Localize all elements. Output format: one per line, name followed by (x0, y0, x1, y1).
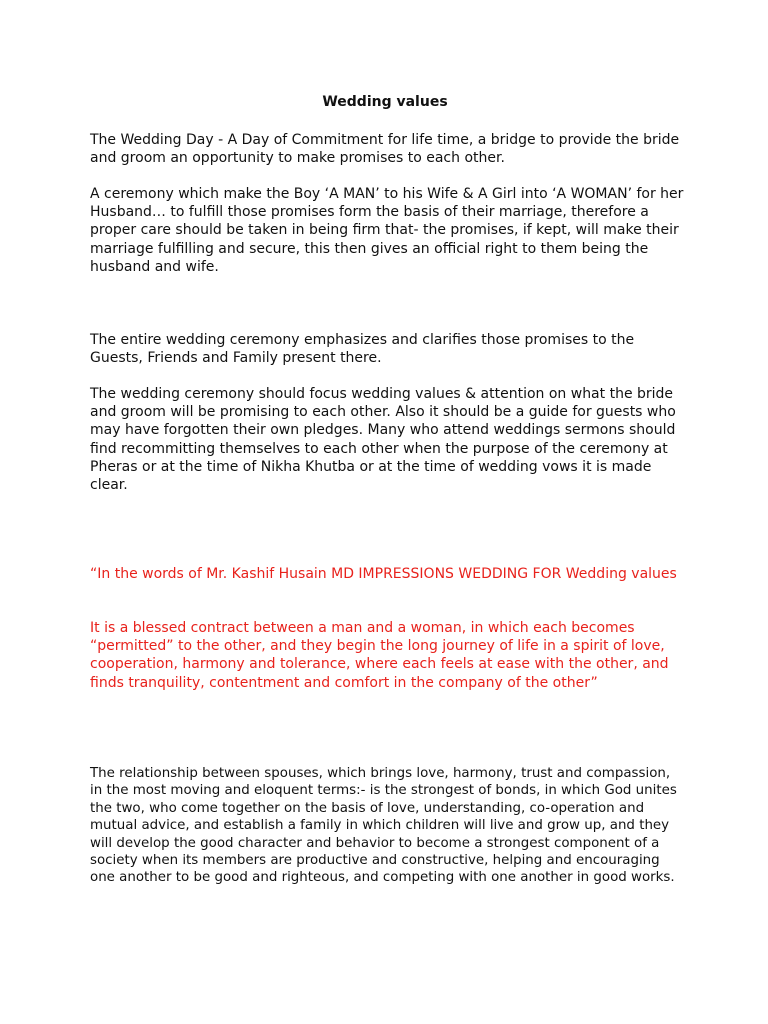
paragraph-relationship: The relationship between spouses, which brings love, harmony, trust and compassion, in the most moving and eloquent terms:- is the strongest of bonds, in which God unites the two, who come together on the basis of love, understanding, co-operation and mutual advice, and establish a family in which children will live and grow up, and they will develop the good character and behavior to become a strongest component of a society when its members are productive and constructive, helping and encouraging one another to be good and righteous, and competing with one another in good works. (90, 766, 677, 886)
document-title: Wedding values (322, 94, 448, 110)
paragraph-wedding-day: The Wedding Day - A Day of Commitment for life time, a bridge to provide the bride and groom an opportunity to make promises to each other. (90, 132, 680, 167)
paragraph-focus: The wedding ceremony should focus wedding values & attention on what the bride and groom will be promising to each other. Also it should be a guide for guests who may have forgotten their own pledges. Many who attend weddings sermons should find recommitting themselves to each other when the purpose of the ceremony at Pheras or at the time of Nikha Khutba or at the time of wedding vows it is made clear. (90, 386, 676, 494)
paragraph-ceremony: A ceremony which make the Boy ‘A MAN’ to his Wife & A Girl into ‘A WOMAN’ for her Husband… to fulfill those promises form the basis of their marriage, therefore a proper care should be taken in being firm that- the promises, if kept, will make their marriage fulfilling and secure, this then gives an official right to them being the husband and wife. (90, 186, 684, 275)
quote-attribution: “In the words of Mr. Kashif Husain MD IMPRESSIONS WEDDING FOR Wedding values (90, 566, 677, 582)
quote-body: It is a blessed contract between a man and a woman, in which each becomes “permitted” to the other, and they begin the long journey of life in a spirit of love, cooperation, harmony and tolerance, where each feels at ease with the other, and finds tranquility, contentment and comfort in the company of the other” (90, 620, 669, 691)
paragraph-emphasizes: The entire wedding ceremony emphasizes and clarifies those promises to the Guests, Friends and Family present there. (90, 332, 635, 367)
